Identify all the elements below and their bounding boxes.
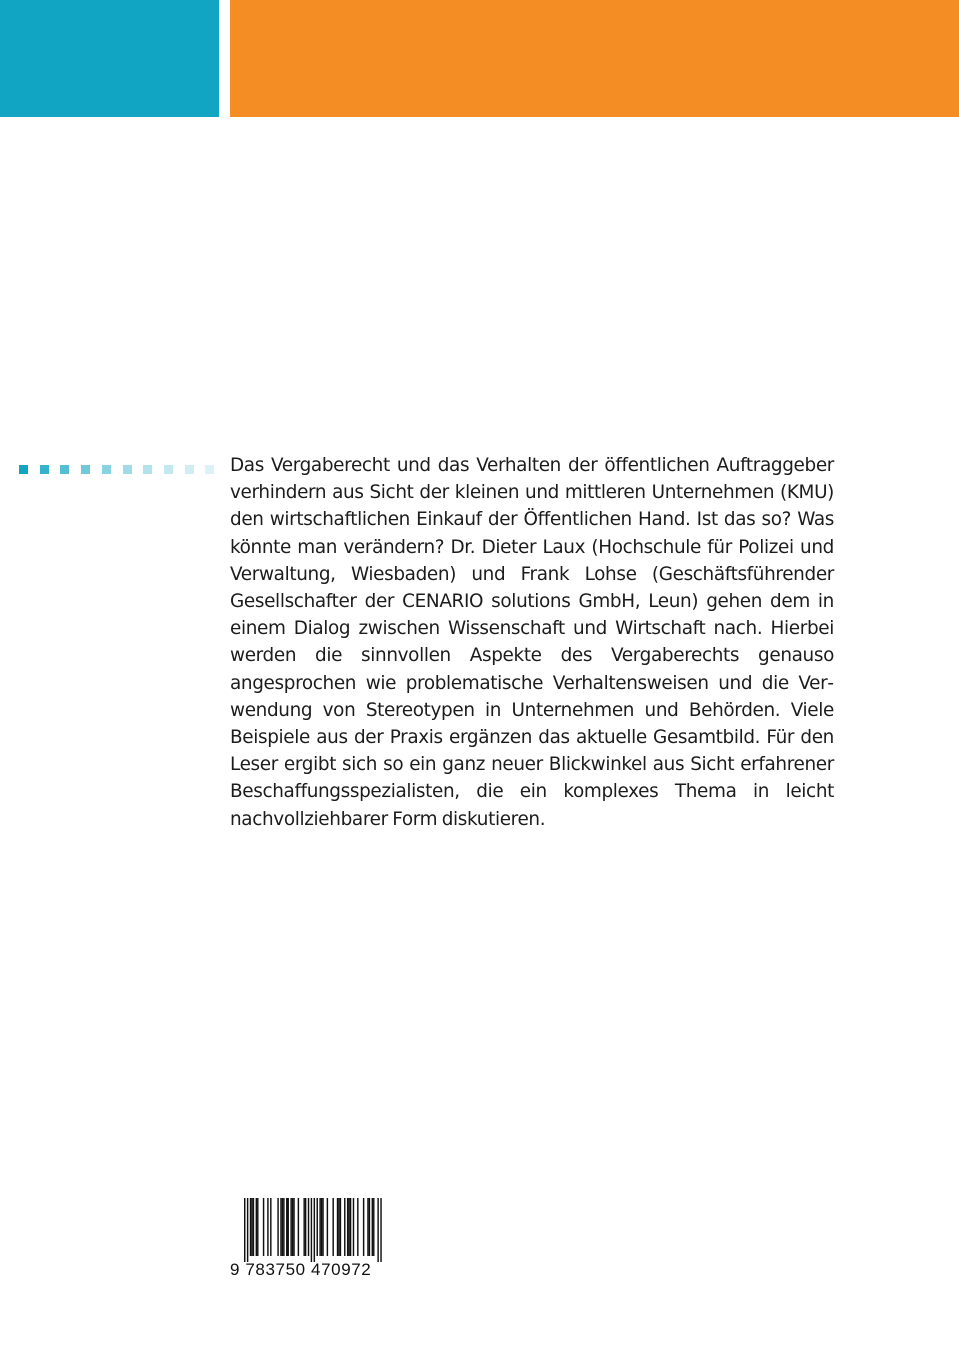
- barcode-bar: [348, 1198, 349, 1256]
- barcode-bar: [363, 1198, 364, 1256]
- decor-square: [185, 465, 194, 474]
- barcode-bar: [338, 1198, 339, 1256]
- barcode-bar: [270, 1198, 271, 1256]
- barcode-bar: [305, 1198, 306, 1256]
- barcode-bar: [292, 1198, 293, 1256]
- barcode-bar: [377, 1198, 378, 1262]
- barcode-bar: [250, 1198, 251, 1256]
- barcode-bar: [311, 1198, 312, 1262]
- barcode-bar: [282, 1198, 283, 1256]
- decor-square: [143, 465, 152, 474]
- barcode-bar: [372, 1198, 373, 1256]
- barcode-bar: [286, 1198, 287, 1256]
- barcode-bar: [369, 1198, 370, 1256]
- barcode-bar: [256, 1198, 257, 1256]
- barcode-bar: [327, 1198, 328, 1256]
- barcode-bar: [317, 1198, 318, 1256]
- isbn-barcode: [228, 1196, 388, 1284]
- barcode-bar: [340, 1198, 341, 1256]
- barcode-bar: [298, 1198, 299, 1256]
- barcode-bar: [293, 1198, 294, 1256]
- fading-dots-decoration: [19, 465, 219, 475]
- barcode-bar: [314, 1198, 315, 1262]
- barcode-bar: [380, 1198, 381, 1262]
- decor-square: [102, 465, 111, 474]
- decor-square: [123, 465, 132, 474]
- barcode-bar: [283, 1198, 284, 1256]
- barcode-bar: [277, 1198, 278, 1256]
- barcode-bar: [247, 1198, 248, 1262]
- barcode-bar: [288, 1198, 289, 1256]
- decor-square: [81, 465, 90, 474]
- barcode-bar: [357, 1198, 358, 1256]
- barcode-bar: [322, 1198, 323, 1256]
- barcode-bar: [373, 1198, 374, 1256]
- isbn-number: 9 783750 470972: [230, 1260, 372, 1279]
- barcode-bar: [353, 1198, 354, 1256]
- barcode-bar: [290, 1198, 291, 1256]
- barcode-bar: [321, 1198, 322, 1256]
- barcode-bar: [319, 1198, 320, 1256]
- barcode-bar: [350, 1198, 351, 1256]
- teal-header-block: [0, 0, 219, 117]
- barcode-bar: [337, 1198, 338, 1256]
- barcode-bar: [280, 1198, 281, 1256]
- barcode-bar: [367, 1198, 368, 1256]
- orange-header-block: [230, 0, 959, 117]
- barcode-bars: [228, 1196, 388, 1262]
- barcode-bar: [257, 1198, 258, 1256]
- barcode-bar: [253, 1198, 254, 1256]
- back-cover-blurb: Das Vergaberecht und das Verhalten der öffentlichen Auftraggeber verhindern aus Sicht der kleinen und mittleren Unternehmen (KMU) den wirtschaftlichen Einkauf der Öffentlichen Hand. Ist das so? Was könnte man verändern? Dr. Dieter Laux (Hochschule für Polizei und Verwaltung, Wiesbaden) und Frank Lohse (Geschäftsführender Gesellschafter der CENARIO solutions GmbH, Leun) gehen dem in einem Dialog zwischen Wissenschaft und Wirtschaft nach. Hierbei werden die sinnvollen Aspekte des Vergaberechts genauso angesprochen wie problematische Verhaltensweisen und die Verwendung von Stereotypen in Unternehmen und Behörden. Viele Beispiele aus der Praxis ergänzen das aktuelle Gesamtbild. Für den Leser ergibt sich so ein ganz neuer Blickwinkel aus Sicht erfahrener Beschaffungsspezialisten, die ein komplexes Thema in leicht nachvollziehbarer Form diskutieren.: [230, 455, 834, 830]
- barcode-bar: [344, 1198, 345, 1256]
- barcode-bar: [244, 1198, 245, 1262]
- barcode-bar: [308, 1198, 309, 1256]
- decor-square: [164, 465, 173, 474]
- decor-square: [205, 465, 214, 474]
- decor-square: [40, 465, 49, 474]
- barcode-bar: [263, 1198, 264, 1256]
- barcode-bar: [347, 1198, 348, 1256]
- barcode-bar: [332, 1198, 333, 1256]
- barcode-bar: [303, 1198, 304, 1256]
- decor-square: [60, 465, 69, 474]
- barcode-bar: [267, 1198, 268, 1256]
- barcode-bar: [251, 1198, 252, 1256]
- decor-square: [19, 465, 28, 474]
